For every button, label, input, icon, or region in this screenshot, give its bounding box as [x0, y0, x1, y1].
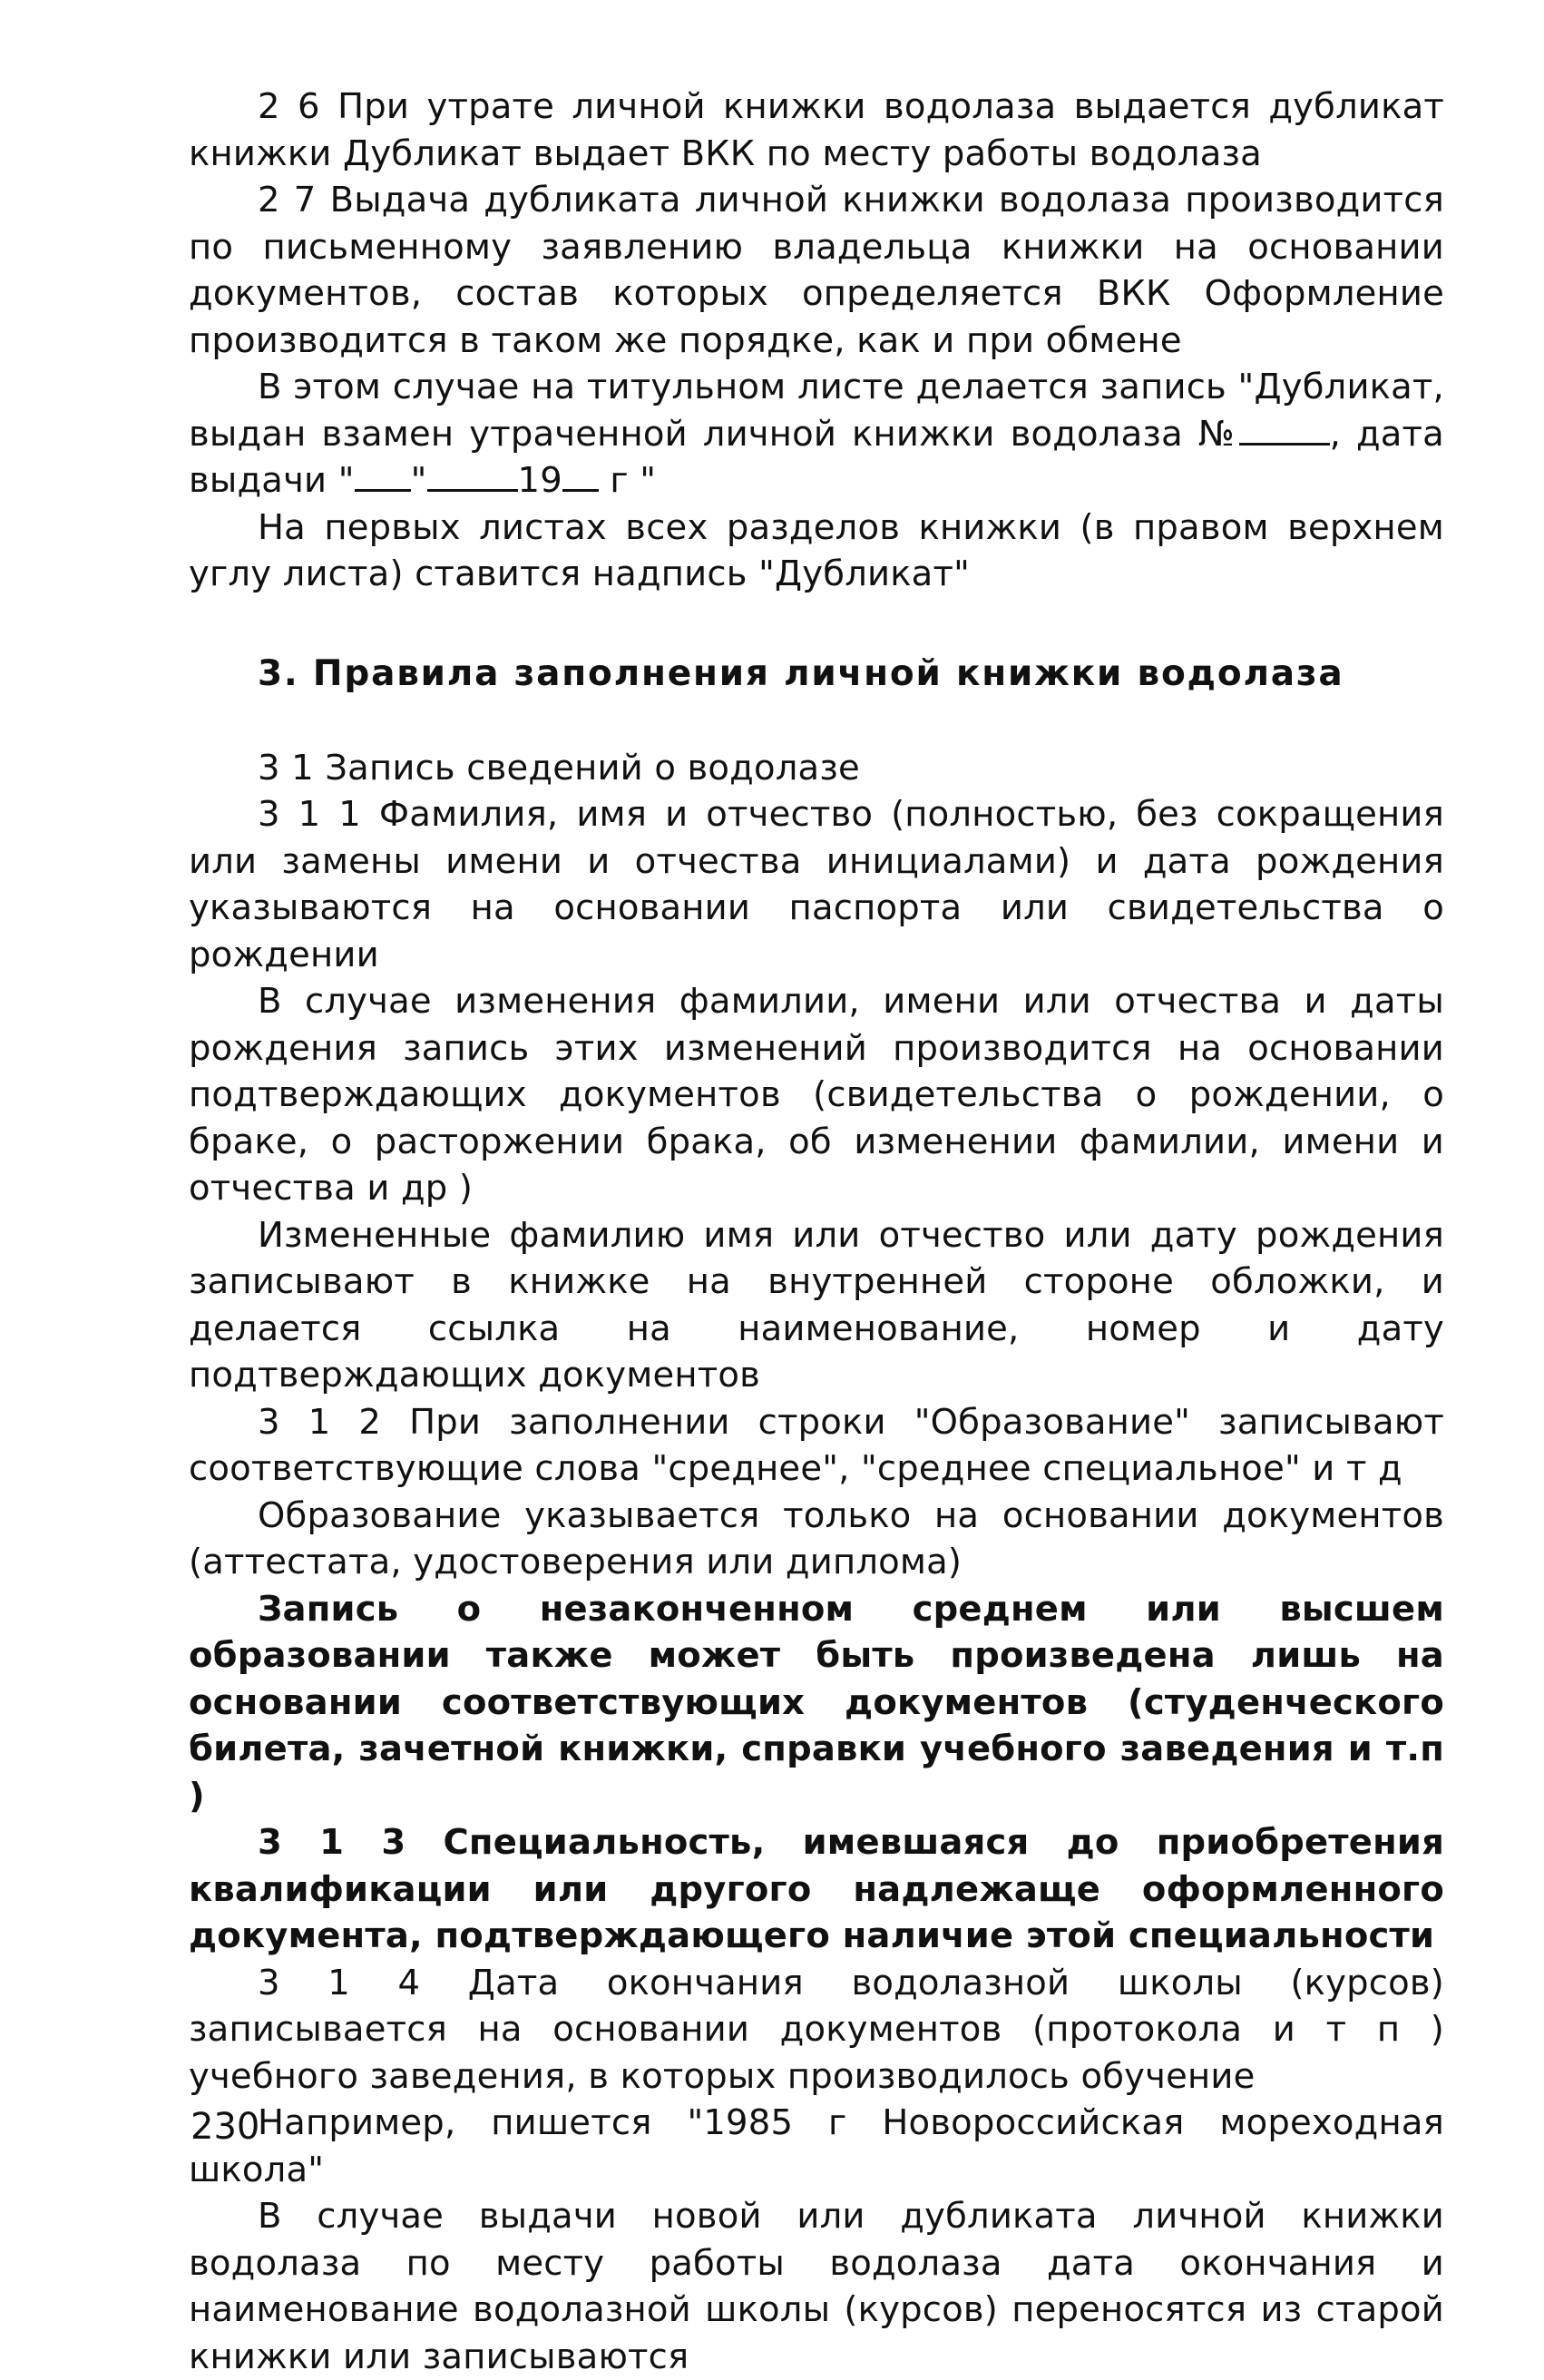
- paragraph-3-1-2: 3 1 2 При заполнении строки "Образование" записывают соответствующие слова "среднее", "среднее специальное" и т д: [189, 1401, 1444, 1489]
- duplicate-note-text-2: , дата выдачи ": [189, 413, 1444, 501]
- paragraph-2-7: 2 7 Выдача дубликата личной книжки водолаза производится по письменному заявлению владельца книжки на основании документов, состав которых определяется ВКК Оформление производится в таком же порядке, как и при обмене: [189, 180, 1444, 361]
- duplicate-note-text-1: В этом случае на титульном листе делается запись "Дубликат, выдан взамен утраченной личной книжки водолаза №: [189, 367, 1444, 455]
- paragraph-new-book: В случае выдачи новой или дубликата личной книжки водолаза по месту работы водолаза дата окончания и наименование водолазной школы (курсов) переносятся из старой книжки или записываются: [189, 2196, 1444, 2377]
- paragraph-3-1-1: 3 1 1 Фамилия, имя и отчество (полностью, без сокращения или замены имени и отчества инициалами) и дата рождения указываются на основании паспорта или свидетельства о рождении: [189, 794, 1444, 975]
- duplicate-note-text-3: ": [410, 460, 427, 501]
- duplicate-note-text-4: 19: [517, 460, 562, 501]
- paragraph-incomplete-education: Запись о незаконченном среднем или высшем образовании также может быть произведена лишь на основании соответствующих документов (студенческого билета, зачетной книжки, справки учебного заведения и т.п ): [189, 1588, 1444, 1817]
- document-page: [189, 83, 1444, 2380]
- blank-line-month: [427, 462, 518, 492]
- paragraph-duplicate-mark: На первых листах всех разделов книжки (в правом верхнем углу листа) ставится надпись "Дубликат": [189, 506, 1444, 594]
- page-number: 230: [191, 2106, 260, 2148]
- paragraph-example: Например, пишется "1985 г Новороссийская мореходная школа": [189, 2102, 1444, 2190]
- paragraph-duplicate-note: [189, 364, 1444, 504]
- paragraph-3-1-3: 3 1 3 Специальность, имевшаяся до приобретения квалификации или другого надлежаще оформленного документа, подтверждающего наличие этой специальности: [189, 1822, 1444, 1956]
- paragraph-3-1-4: 3 1 4 Дата окончания водолазной школы (курсов) записывается на основании документов (протокола и т п ) учебного заведения, в которых производилось обучение: [189, 1962, 1444, 2097]
- duplicate-note-text-5: г ": [598, 460, 657, 501]
- paragraph-name-change: В случае изменения фамилии, имени или отчества и даты рождения запись этих изменений производится на основании подтверждающих документов (свидетельства о рождении, о браке, о расторжении брака, об изменении фамилии, имени и отчества и др ): [189, 981, 1444, 1209]
- paragraph-3-1: 3 1 Запись сведений о водолазе: [258, 747, 860, 788]
- paragraph-2-6: 2 6 При утрате личной книжки водолаза выдается дубликат книжки Дубликат выдает ВКК по месту работы водолаза: [189, 86, 1444, 174]
- paragraph-education-documents: Образование указывается только на основании документов (аттестата, удостоверения или диплома): [189, 1494, 1444, 1582]
- blank-line-day: [355, 462, 411, 492]
- section-heading: 3. Правила заполнения личной книжки водолаза: [258, 652, 1344, 694]
- blank-line-year: [562, 462, 599, 492]
- blank-line-number: [1239, 416, 1330, 446]
- paragraph-changed-name-record: Измененные фамилию имя или отчество или дату рождения записывают в книжке на внутренней стороне обложки, и делается ссылка на наименование, номер и дату подтверждающих документов: [189, 1214, 1444, 1396]
